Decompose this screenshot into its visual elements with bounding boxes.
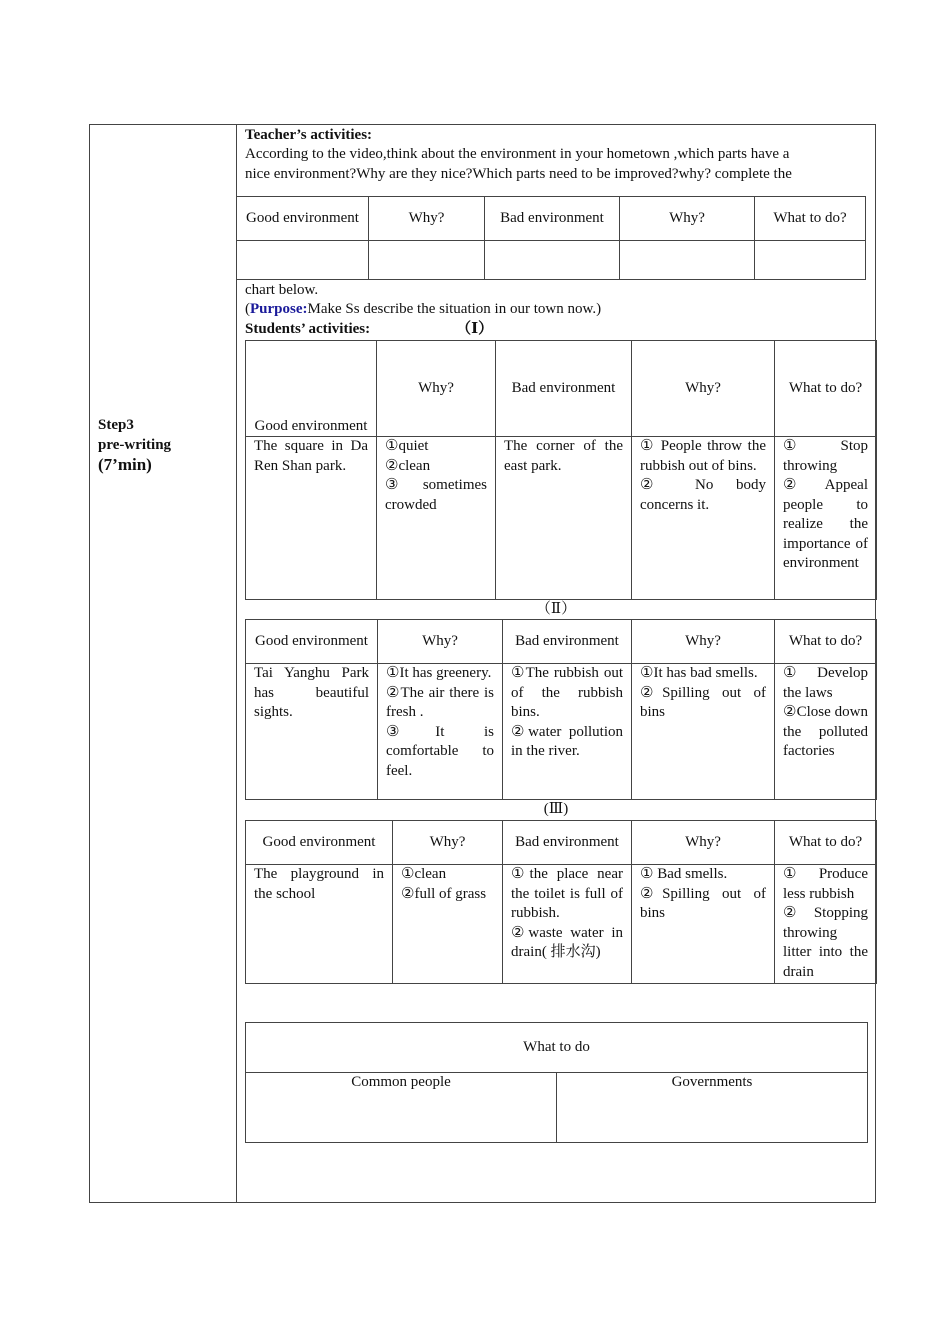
purpose-open: ( (245, 301, 250, 317)
t3-todo-item: ②Stopping throwing litter into the drain (783, 905, 868, 980)
t3-why2-cell (632, 865, 775, 984)
t2-why-item: ②The air there is fresh . (386, 684, 494, 720)
t1-todo-item: ②Appeal people to realize the importance of environment (783, 477, 868, 571)
t2-why2-item: ①It has bad smells. (640, 665, 758, 681)
mark-3: (Ⅲ) (543, 801, 569, 817)
purpose-line (245, 300, 865, 320)
t1-why-item: ③sometimes crowded (385, 477, 487, 513)
top-empty-cell (369, 241, 485, 280)
t2-why-cell (378, 664, 503, 800)
t1-why-item: ②clean (385, 457, 431, 474)
t3-bad-item: ①the place near the toilet is full of rubbish. (511, 866, 623, 921)
t2-header-good: Good environment (246, 620, 378, 664)
teacher-line-1: According to the video,think about the environment in your hometown ,which parts have a (245, 146, 790, 162)
t2-header-bad: Bad environment (503, 620, 632, 664)
t3-why2-item: ②Spilling out of bins (640, 885, 766, 921)
t2-bad-item: ①The rubbish out of the rubbish bins. (511, 665, 623, 720)
t3-why-cell (393, 865, 503, 984)
t1-todo-cell (775, 437, 877, 600)
t1-header-bad: Bad environment (496, 341, 632, 437)
t4-common-people: Common people (246, 1073, 557, 1143)
table-3 (245, 820, 877, 984)
column-divider (236, 124, 237, 1203)
step-title: Step3 (98, 417, 134, 433)
top-header-bad: Bad environment (485, 197, 620, 241)
top-header-why: Why? (369, 197, 485, 241)
t3-bad-cell (503, 865, 632, 984)
top-empty-cell (485, 241, 620, 280)
t1-header-todo: What to do? (775, 341, 877, 437)
t2-todo-item: ①Develop the laws (783, 665, 868, 701)
t2-why2-item: ②Spilling out of bins (640, 684, 766, 720)
t3-why2-item: ① Bad smells. (640, 866, 728, 882)
t2-header-why: Why? (378, 620, 503, 664)
top-header-todo: What to do? (755, 197, 866, 241)
t1-why2-item: ① People throw the rubbish out of bins. (640, 438, 766, 474)
t4-title: What to do (246, 1023, 868, 1073)
t2-why-item: ③It is comfortable to feel. (386, 723, 494, 779)
t3-why-item: ①clean (401, 866, 447, 882)
t3-todo-cell (775, 865, 877, 984)
students-label: Students’ activities: (245, 321, 371, 337)
t2-header-todo: What to do? (775, 620, 877, 664)
mark-2: （Ⅱ） (535, 601, 577, 617)
t2-bad-item: ②water pollution in the river. (511, 723, 623, 759)
t1-why2-item: ② No body concerns it. (640, 477, 766, 513)
top-header-why-2: Why? (620, 197, 755, 241)
t3-why-item: ②full of grass (401, 885, 487, 902)
table-2 (245, 619, 877, 800)
t1-good-cell: The square in Da Ren Shan park. (246, 437, 377, 600)
t1-why2-cell (632, 437, 775, 600)
t2-todo-cell (775, 664, 877, 800)
purpose-label: Purpose: (250, 301, 308, 317)
t1-why-item: ①quiet (385, 438, 429, 454)
t2-why-item: ①It has greenery. (386, 665, 492, 681)
t2-why2-cell (632, 664, 775, 800)
step-label (98, 416, 228, 475)
top-empty-cell (620, 241, 755, 280)
chart-line: chart below. (245, 282, 319, 298)
t2-header-why-2: Why? (632, 620, 775, 664)
t3-good-cell: The playground in the school (246, 865, 393, 984)
t1-header-good: Good environment (246, 341, 377, 437)
t3-header-why-2: Why? (632, 821, 775, 865)
t1-bad-cell: The corner of the east park. (496, 437, 632, 600)
t1-todo-item: ①Stop throwing (783, 438, 868, 474)
t2-todo-item: ②Close down the polluted factories (783, 704, 868, 759)
t3-header-good: Good environment (246, 821, 393, 865)
top-empty-cell (237, 241, 369, 280)
t3-header-todo: What to do? (775, 821, 877, 865)
mark-1: （Ⅰ） (456, 321, 494, 337)
t2-good-cell: Tai Yanghu Park has beautiful sights. (246, 664, 378, 800)
table-1 (245, 340, 877, 600)
t4-governments: Governments (557, 1073, 868, 1143)
t3-header-why: Why? (393, 821, 503, 865)
top-table (236, 196, 866, 280)
top-header-good: Good environment (237, 197, 369, 241)
step-subtitle: pre-writing (98, 436, 172, 453)
t3-todo-item: ①Produce less rubbish (783, 866, 868, 902)
t1-why-cell (377, 437, 496, 600)
t3-header-bad: Bad environment (503, 821, 632, 865)
t1-header-why-2: Why? (632, 341, 775, 437)
students-heading (245, 320, 865, 340)
step-time: (7’min) (98, 455, 152, 474)
teacher-heading: Teacher’s activities: (245, 127, 373, 143)
t2-bad-cell (503, 664, 632, 800)
purpose-text: Make Ss describe the situation in our town now.) (307, 301, 602, 317)
table-4 (245, 1022, 868, 1143)
t1-header-why: Why? (377, 341, 496, 437)
t3-bad-item: ②waste water in drain( 排水沟) (511, 924, 623, 960)
teacher-line-2: nice environment?Why are they nice?Which parts need to be improved?why? complete the (245, 166, 792, 182)
top-empty-cell (755, 241, 866, 280)
